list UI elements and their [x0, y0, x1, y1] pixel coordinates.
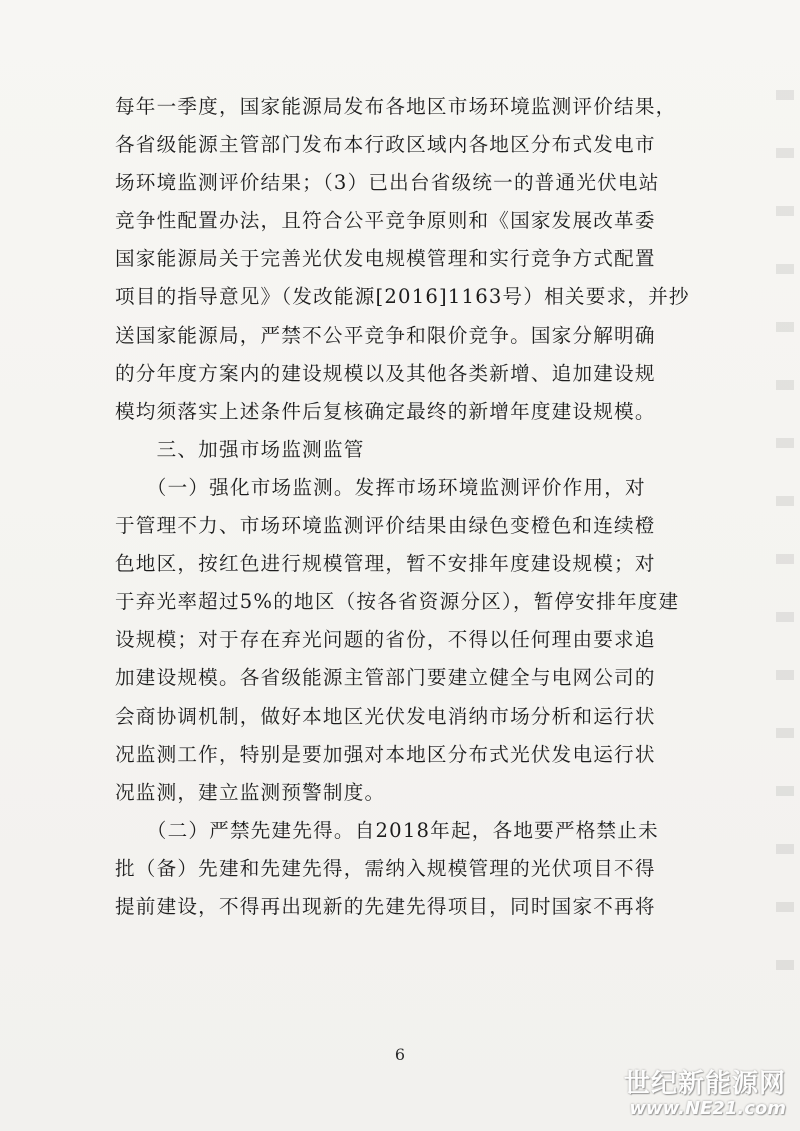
text-line: 况监测工作，特别是要加强对本地区分布式光伏发电运行状: [115, 742, 656, 766]
text-line: （二）严禁先建先得。自2018年起，各地要严格禁止未: [115, 818, 659, 842]
text-line: 项目的指导意见》（发改能源[2016]1163号）相关要求，并抄: [115, 285, 690, 309]
section-heading: 三、加强市场监测监管: [115, 437, 365, 461]
text-line: 批（备）先建和先建先得，需纳入规模管理的光伏项目不得: [115, 856, 656, 880]
text-line: 况监测，建立监测预警制度。: [115, 780, 386, 804]
text-line: 场环境监测评价结果；（3）已出台省级统一的普通光伏电站: [115, 171, 660, 195]
text-line: 色地区，按红色进行规模管理，暂不安排年度建设规模；对: [115, 552, 656, 576]
text-line: 国家能源局关于完善光伏发电规模管理和实行竞争方式配置: [115, 247, 656, 271]
text-line: 于弃光率超过5%的地区（按各省资源分区），暂停安排年度建: [115, 590, 680, 614]
text-line: 竞争性配置办法，且符合公平竞争原则和《国家发展改革委: [115, 209, 656, 233]
text-line: （一）强化市场监测。发挥市场环境监测评价作用，对: [115, 475, 646, 499]
text-line: 设规模；对于存在弃光问题的省份，不得以任何理由要求追: [115, 628, 656, 652]
body-text: [115, 88, 690, 926]
text-line: 模均须落实上述条件后复核确定最终的新增年度建设规模。: [115, 399, 656, 423]
text-line: 提前建设，不得再出现新的先建先得项目，同时国家不再将: [115, 894, 656, 918]
watermark: [624, 1069, 786, 1119]
text-line: 于管理不力、市场环境监测评价结果由绿色变橙色和连续橙: [115, 514, 656, 538]
text-line: 每年一季度，国家能源局发布各地区市场环境监测评价结果，: [115, 95, 677, 118]
text-line: 的分年度方案内的建设规模以及其他各类新增、追加建设规: [115, 361, 656, 385]
watermark-title: 世纪新能源网: [623, 1069, 786, 1099]
watermark-url: www.NE21.com: [629, 1098, 786, 1119]
text-line: 各省级能源主管部门发布本行政区域内各地区分布式发电市: [115, 133, 656, 157]
page-number: 6: [394, 1045, 406, 1064]
text-line: 送国家能源局，严禁不公平竞争和限价竞争。国家分解明确: [115, 323, 656, 347]
text-line: 会商协调机制，做好本地区光伏发电消纳市场分析和运行状: [115, 704, 656, 728]
bleed-through-shadow: [776, 90, 794, 990]
text-line: 加建设规模。各省级能源主管部门要建立健全与电网公司的: [115, 666, 656, 690]
